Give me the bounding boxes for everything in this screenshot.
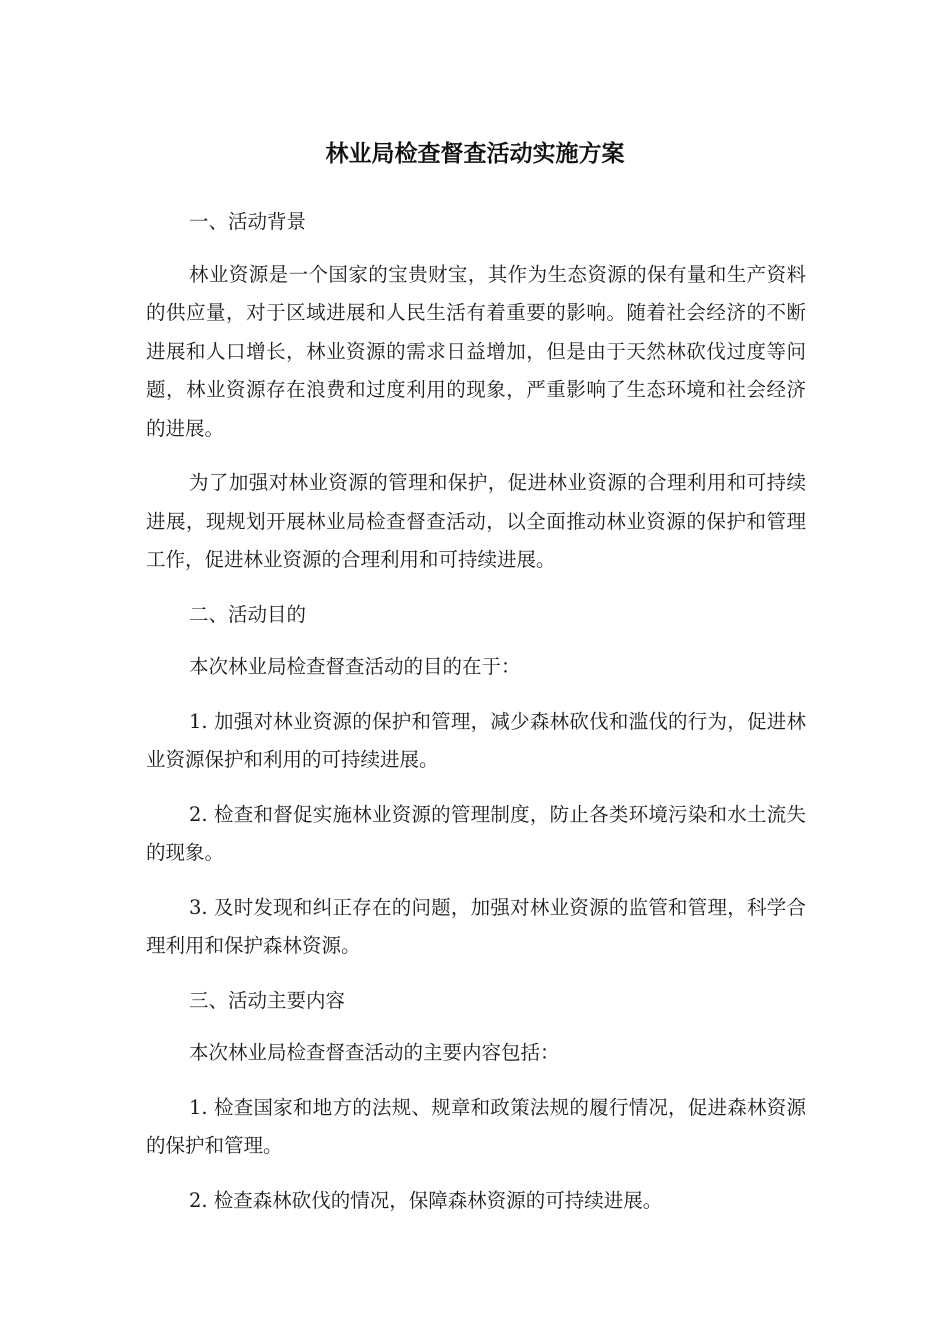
paragraph-background-2: 为了加强对林业资源的管理和保护，促进林业资源的合理利用和可持续进展，现规划开展林业局检查督查活动，以全面推动林业资源的保护和管理工作，促进林业资源的合理利用和可持续进展。 — [146, 471, 806, 571]
document-title: 林业局检查督查活动实施方案 — [325, 141, 625, 167]
paragraph-content-intro: 本次林业局检查督查活动的主要内容包括： — [189, 1041, 560, 1064]
document-body — [146, 203, 806, 1236]
paragraph-background-1: 林业资源是一个国家的宝贵财宝，其作为生态资源的保有量和生产资料的供应量，对于区域进展和人民生活有着重要的影响。随着社会经济的不断进展和人口增长，林业资源的需求日益增加，但是由于天然林砍伐过度等问题，林业资源存在浪费和过度利用的现象，严重影响了生态环境和社会经济的进展。 — [146, 262, 806, 440]
section-heading-content: 三、活动主要内容 — [189, 988, 346, 1012]
section-heading-purpose: 二、活动目的 — [189, 602, 307, 626]
section-heading-background: 一、活动背景 — [189, 210, 307, 233]
list-item-purpose-1: 1. 加强对林业资源的保护和管理，减少森林砍伐和滥伐的行为，促进林业资源保护和利用的可持续进展。 — [146, 709, 806, 771]
paragraph-purpose-intro: 本次林业局检查督查活动的目的在于： — [189, 655, 521, 678]
list-item-purpose-3: 3. 及时发现和纠正存在的问题，加强对林业资源的监管和管理，科学合理利用和保护森林资源。 — [146, 895, 806, 957]
list-item-content-1: 1. 检查国家和地方的法规、规章和政策法规的履行情况，促进森林资源的保护和管理。 — [146, 1095, 806, 1157]
list-item-content-2: 2. 检查森林砍伐的情况，保障森林资源的可持续进展。 — [189, 1188, 663, 1212]
list-item-purpose-2: 2. 检查和督促实施林业资源的管理制度，防止各类环境污染和水土流失的现象。 — [146, 802, 806, 864]
